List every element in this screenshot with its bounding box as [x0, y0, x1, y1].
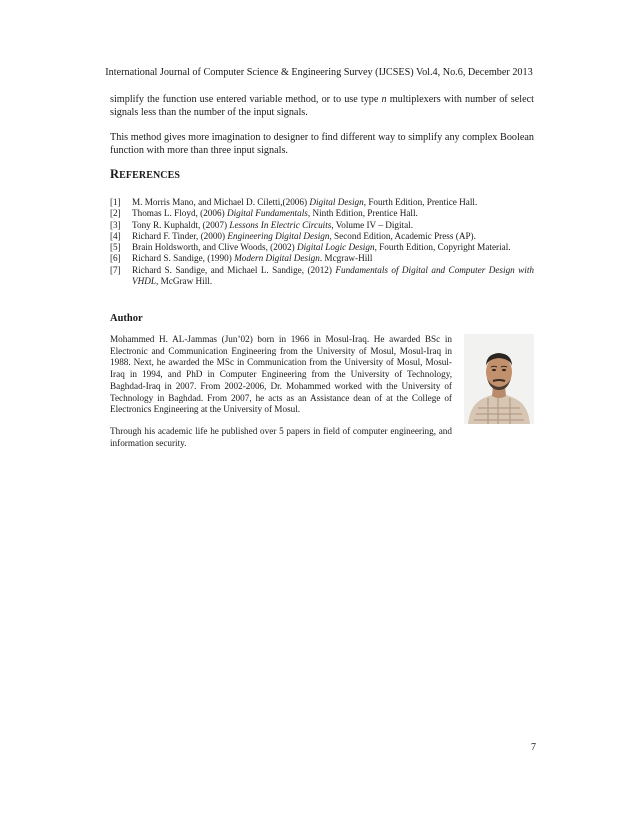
- author-portrait-image: [464, 334, 534, 424]
- p1-text-after: multiplexers with number of select signals less than the number of the input signals.: [110, 94, 534, 118]
- references-heading-rest: EFERENCES: [119, 170, 181, 181]
- reference-item: [110, 197, 534, 208]
- reference-number: [4]: [110, 230, 121, 241]
- reference-details: , Ninth Edition, Prentice Hall.: [307, 208, 418, 219]
- reference-title: Fundamentals of Digital and Computer Design with VHDL: [132, 264, 534, 287]
- reference-details: , Fourth Edition, Prentice Hall.: [363, 197, 478, 207]
- reference-details: . Mcgraw-Hill: [319, 253, 373, 264]
- reference-item: [110, 253, 534, 264]
- reference-number: [3]: [110, 219, 121, 230]
- running-header: International Journal of Computer Science & Engineering Survey (IJCSES) Vol.4, No.6, December 2013: [105, 67, 533, 78]
- reference-title: Digital Fundamentals: [226, 208, 308, 219]
- body-paragraph-1: [110, 93, 534, 119]
- reference-number: [7]: [110, 264, 121, 275]
- reference-number: [2]: [110, 208, 121, 219]
- reference-authors: Richard S. Sandige, (1990): [132, 253, 235, 264]
- reference-item: [110, 220, 534, 231]
- reference-title: Digital Design: [309, 197, 364, 207]
- reference-list: [110, 197, 534, 287]
- reference-title: Engineering Digital Design: [227, 230, 330, 241]
- reference-item: [110, 265, 534, 288]
- reference-number: [6]: [110, 253, 121, 264]
- references-heading-initial: R: [110, 167, 120, 181]
- references-heading: [110, 167, 180, 182]
- reference-title: Modern Digital Design: [234, 253, 320, 264]
- p1-text-before: simplify the function use entered variable method, or to use type: [110, 94, 382, 105]
- reference-details: , Second Edition, Academic Press (AP).: [329, 230, 476, 241]
- page-number: 7: [531, 742, 536, 753]
- author-publications: Through his academic life he published over 5 papers in field of computer engineering, and information security.: [110, 426, 452, 448]
- reference-details: , Volume IV – Digital.: [331, 219, 414, 230]
- author-bio: Mohammed H. AL-Jammas (Jun’02) born in 1966 in Mosul-Iraq. He awarded BSc in Electronic and Communication Engineering from the University of Mosul, Mosul-Iraq in 1988. Next, he awarded the MSc in Communication from the University of Mosul, Mosul-Iraq in 1994, and PhD in Computer Engineering from the University of Technology, Baghdad-Iraq in 2007. From 2002-2006, Dr. Mohammed worked with the University of Technology in Baghdad. From 2007, he acts as an Assistance dean of at the College of Electronics Engineering at the University of Mosul.: [110, 334, 452, 415]
- reference-title: Digital Logic Design: [296, 242, 375, 253]
- reference-item: [110, 208, 534, 219]
- reference-authors: Richard F. Tinder, (2000): [132, 230, 228, 241]
- reference-details: , McGraw Hill.: [156, 276, 213, 287]
- author-heading: Author: [110, 313, 143, 324]
- reference-item: [110, 231, 534, 242]
- author-photo: [464, 334, 534, 424]
- reference-item: [110, 242, 534, 253]
- p1-italic-n: n: [381, 94, 387, 105]
- reference-details: , Fourth Edition, Copyright Material.: [374, 242, 511, 253]
- reference-authors: Richard S. Sandige, and Michael L. Sandige, (2012): [132, 264, 336, 275]
- reference-authors: M. Morris Mano, and Michael D. Ciletti,(2006): [132, 197, 310, 207]
- reference-authors: Brain Holdsworth, and Clive Woods, (2002): [132, 242, 297, 253]
- reference-number: [5]: [110, 242, 121, 253]
- body-paragraph-2: This method gives more imagination to designer to find different way to simplify any complex Boolean function with more than three input signals.: [110, 132, 534, 156]
- reference-title: Lessons In Electric Circuits: [229, 219, 332, 230]
- reference-authors: Thomas L. Floyd, (2006): [132, 208, 227, 219]
- reference-authors: Tony R. Kuphaldt, (2007): [132, 219, 230, 230]
- reference-number: [1]: [110, 197, 121, 207]
